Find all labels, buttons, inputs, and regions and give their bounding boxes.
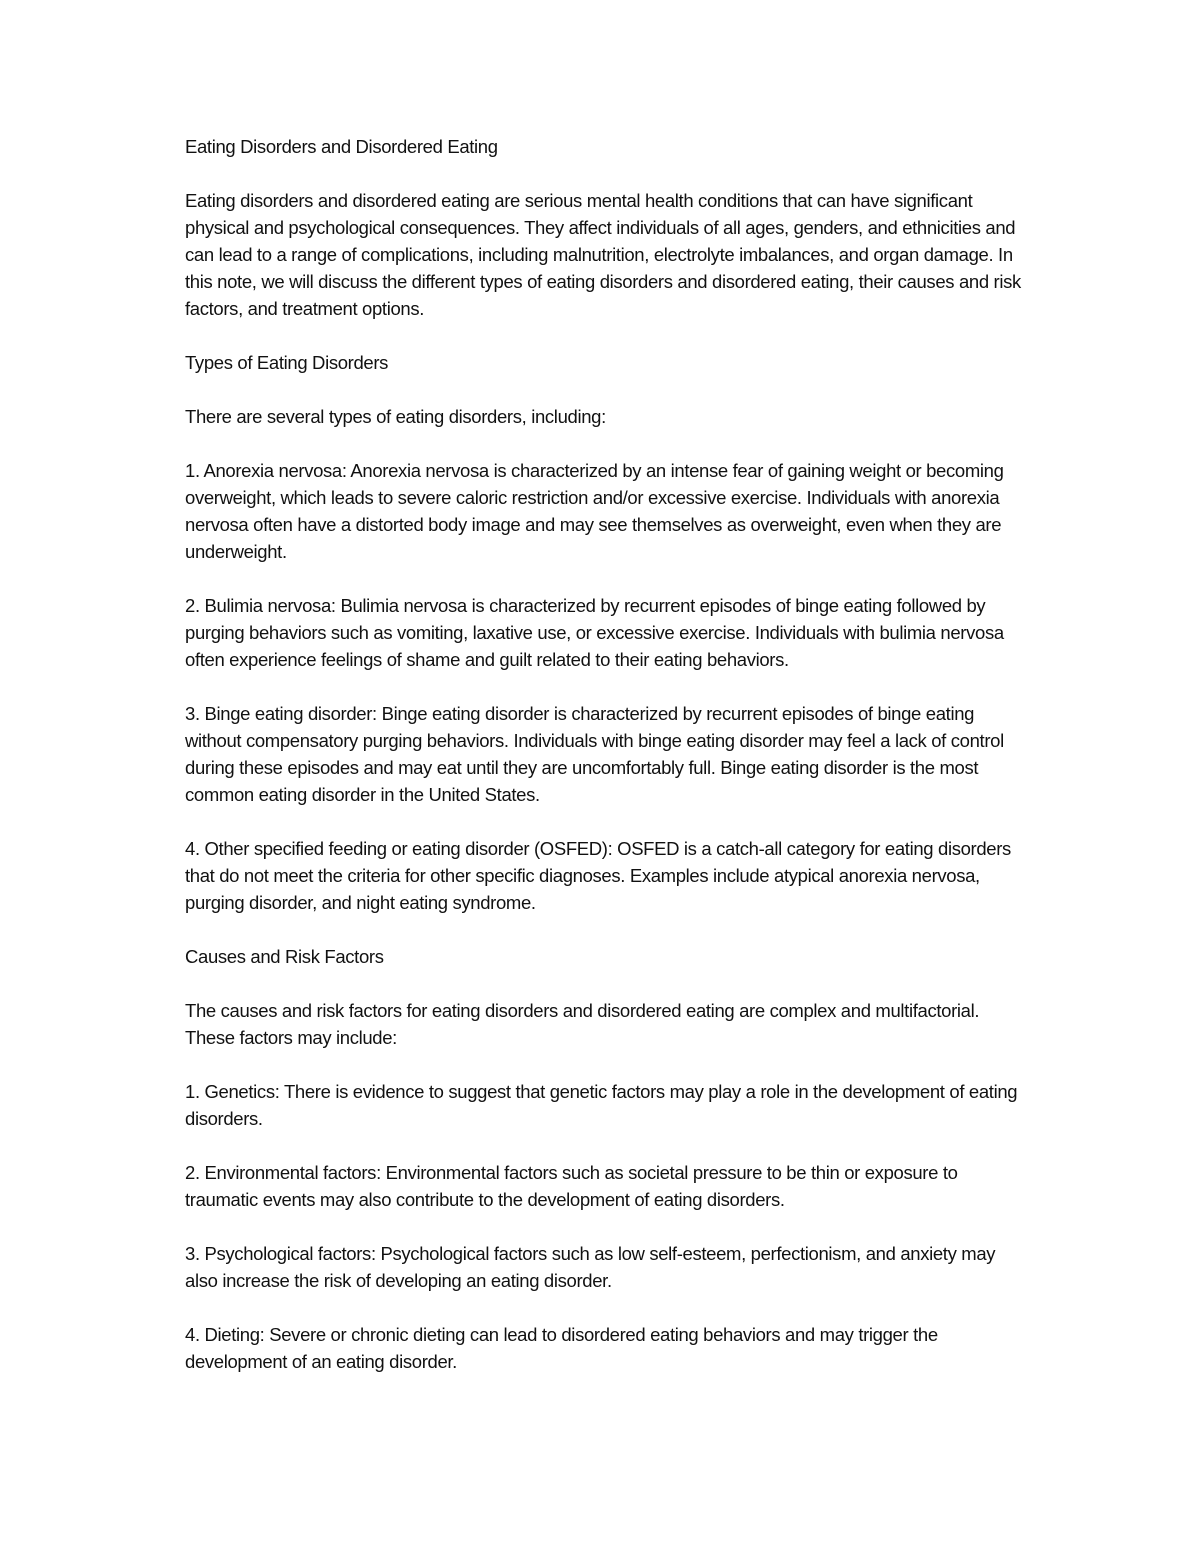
intro-paragraph: Eating disorders and disordered eating are serious mental health conditions that can have significant physical and psychological consequences. They affect individuals of all ages, genders, and ethnicities and can lead to a range of complications, including malnutrition, electrolyte imbalances, and organ damage. In this note, we will discuss the different types of eating disorders and disordered eating, their causes and risk factors, and treatment options. (185, 190, 1021, 319)
document-body (185, 133, 1025, 1402)
causes-item-dieting: 4. Dieting: Severe or chronic dieting can lead to disordered eating behaviors and may trigger the development of an eating disorder. (185, 1324, 938, 1372)
types-item-anorexia: 1. Anorexia nervosa: Anorexia nervosa is characterized by an intense fear of gaining weight or becoming overweight, which leads to severe caloric restriction and/or excessive exercise. Individuals with anorexia nervosa often have a distorted body image and may see themselves as overweight, even when they are underweight. (185, 460, 1004, 562)
types-item-osfed: 4. Other specified feeding or eating disorder (OSFED): OSFED is a catch-all category for eating disorders that do not meet the criteria for other specific diagnoses. Examples include atypical anorexia nervosa, purging disorder, and night eating syndrome. (185, 838, 1011, 913)
types-item-bulimia: 2. Bulimia nervosa: Bulimia nervosa is characterized by recurrent episodes of binge eating followed by purging behaviors such as vomiting, laxative use, or excessive exercise. Individuals with bulimia nervosa often experience feelings of shame and guilt related to their eating behaviors. (185, 595, 1004, 670)
causes-item-environmental: 2. Environmental factors: Environmental factors such as societal pressure to be thin or exposure to traumatic events may also contribute to the development of eating disorders. (185, 1162, 958, 1210)
causes-lead-paragraph: The causes and risk factors for eating disorders and disordered eating are complex and multifactorial. These factors may include: (185, 1000, 980, 1048)
causes-item-psychological: 3. Psychological factors: Psychological factors such as low self-esteem, perfectionism, and anxiety may also increase the risk of developing an eating disorder. (185, 1243, 996, 1291)
causes-item-genetics: 1. Genetics: There is evidence to suggest that genetic factors may play a role in the development of eating disorders. (185, 1081, 1018, 1129)
types-item-binge-eating: 3. Binge eating disorder: Binge eating disorder is characterized by recurrent episodes of binge eating without compensatory purging behaviors. Individuals with binge eating disorder may feel a lack of control during these episodes and may eat until they are uncomfortably full. Binge eating disorder is the most common eating disorder in the United States. (185, 703, 1004, 805)
causes-heading: Causes and Risk Factors (185, 946, 384, 967)
document-title: Eating Disorders and Disordered Eating (185, 136, 498, 157)
types-heading: Types of Eating Disorders (185, 352, 389, 373)
types-lead-paragraph: There are several types of eating disorders, including: (185, 406, 606, 427)
